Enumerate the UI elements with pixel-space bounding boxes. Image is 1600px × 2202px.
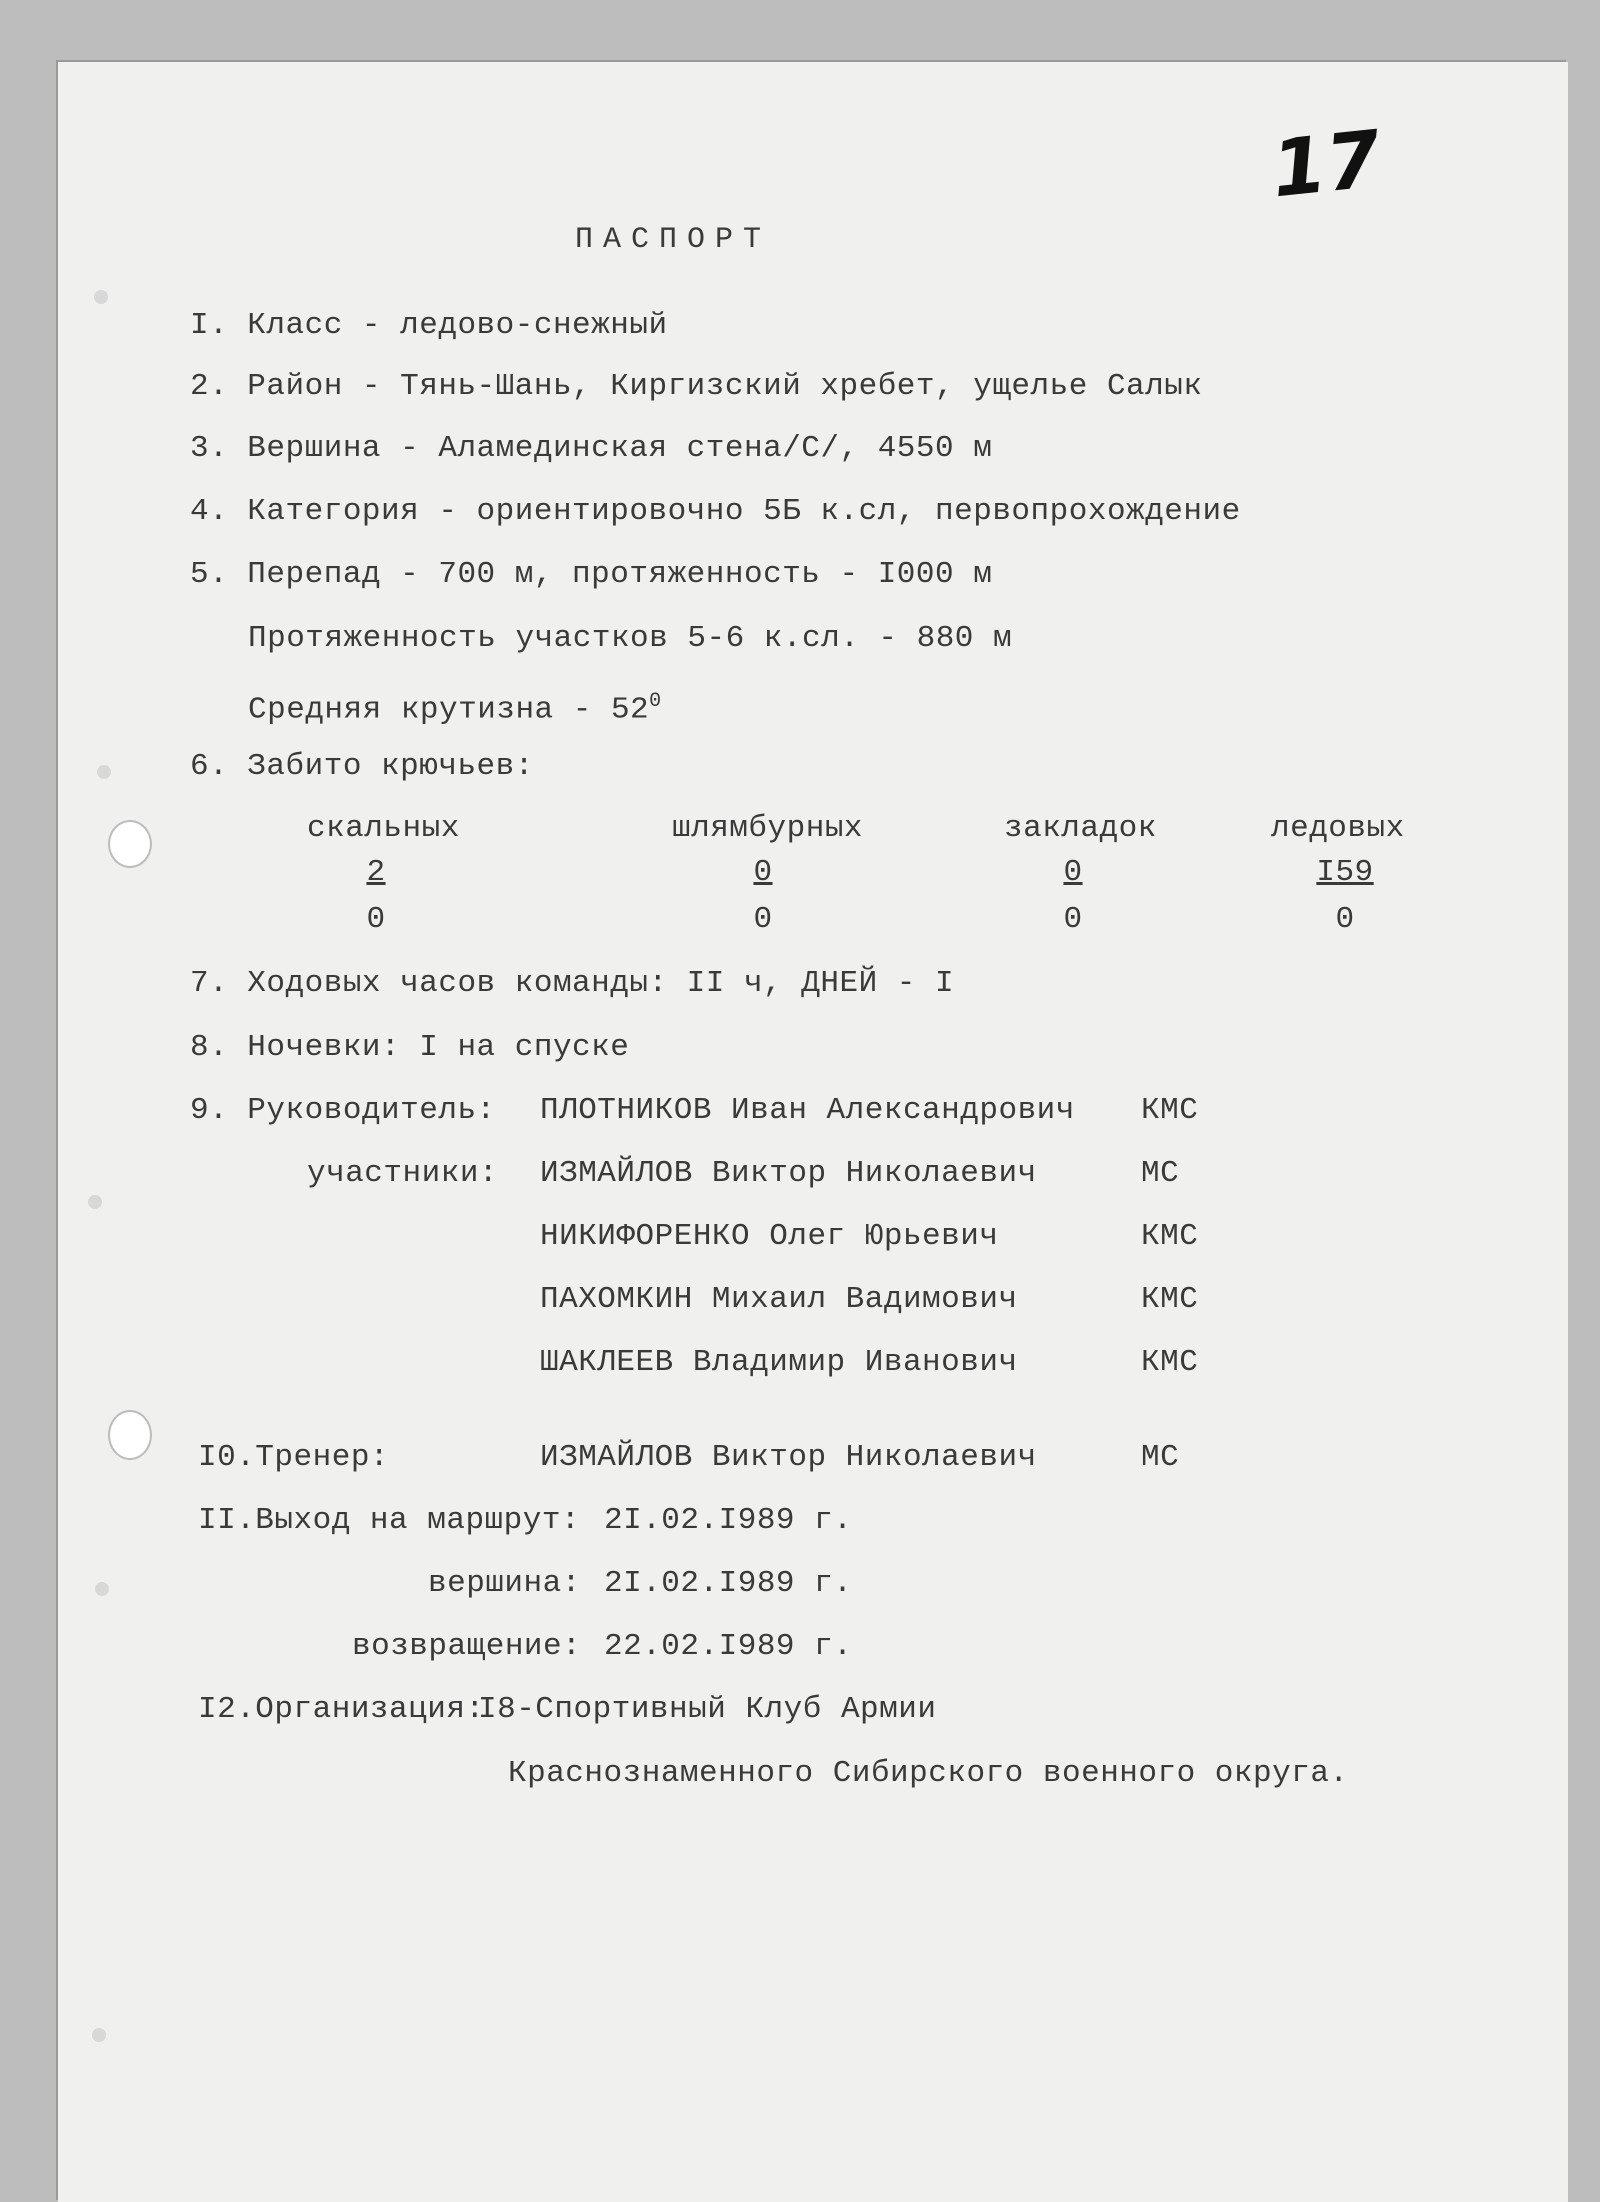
piton-type: ледовых [1271,811,1405,846]
exit-date: 2I.02.I989 г. [604,1503,853,1538]
punch-mark [92,2028,106,2042]
exit-label: II.Выход на маршрут: [198,1503,581,1538]
organization-line2: Краснознаменного Сибирского военного округа. [508,1756,1349,1791]
coach-rank: МС [1141,1440,1180,1475]
degree-mark: 0 [649,690,662,713]
team-member-rank: МС [1141,1156,1180,1191]
team-member-name: ПЛОТНИКОВ Иван Александрович [540,1093,1075,1128]
leader-label: 9. Руководитель: [190,1093,496,1128]
piton-left: 0 [366,902,386,937]
punch-mark [88,1195,102,1209]
team-member-rank: КМС [1141,1219,1199,1254]
organization-label: I2.Организация: [198,1692,485,1727]
piton-left: 0 [1335,902,1355,937]
punch-mark [95,1582,109,1596]
item-category: 4. Категория - ориентировочно 5Б к.сл, первопрохождение [190,494,1241,529]
punch-mark [94,290,108,304]
item-summit: 3. Вершина - Аламединская стена/С/, 4550 м [190,431,993,466]
summit-date: 2I.02.I989 г. [604,1566,853,1601]
document-title: ПАСПОРТ [575,223,772,257]
item-team-hours: 7. Ходовых часов команды: II ч, ДНЕЙ - I [190,966,955,1001]
item-bivouacs: 8. Ночевки: I на спуске [190,1030,630,1065]
team-member-rank: КМС [1141,1345,1199,1380]
piton-placed: 0 [1063,855,1083,890]
return-label: возвращение: [352,1629,582,1664]
piton-left: 0 [1063,902,1083,937]
team-member-name: ИЗМАЙЛОВ Виктор Николаевич [540,1156,1037,1191]
team-member-name: ПАХОМКИН Михаил Вадимович [540,1282,1018,1317]
item-length-56: Протяженность участков 5-6 к.сл. - 880 м [248,621,1013,656]
team-member-rank: КМС [1141,1282,1199,1317]
handwritten-page-number: 17 [1267,114,1385,216]
item-drop: 5. Перепад - 700 м, протяженность - I000 м [190,557,993,592]
organization-line1: I8-Спортивный Клуб Армии [478,1692,937,1727]
piton-placed: 2 [366,855,386,890]
item-region: 2. Район - Тянь-Шань, Киргизский хребет, ущелье Салык [190,369,1203,404]
coach-name: ИЗМАЙЛОВ Виктор Николаевич [540,1440,1037,1475]
team-member-name: ШАКЛЕЕВ Владимир Иванович [540,1345,1018,1380]
piton-placed: 0 [753,855,773,890]
item-steepness [248,684,662,728]
punch-mark [97,765,111,779]
piton-placed: I59 [1316,855,1374,890]
item-pitons: 6. Забито крючьев: [190,749,534,784]
steepness-value: Средняя крутизна - 52 [248,692,650,728]
binder-hole [108,820,152,868]
summit-label: вершина: [428,1566,581,1601]
piton-type: скальных [307,811,460,846]
binder-hole [108,1410,152,1460]
return-date: 22.02.I989 г. [604,1629,853,1664]
item-class: I. Класс - ледово-снежный [190,308,668,343]
team-member-name: НИКИФОРЕНКО Олег Юрьевич [540,1219,999,1254]
team-member-rank: КМС [1141,1093,1199,1128]
coach-label: I0.Тренер: [198,1440,390,1475]
piton-left: 0 [753,902,773,937]
participants-label: участники: [307,1156,499,1191]
piton-type: шлямбурных [672,811,864,846]
piton-type: закладок [1004,811,1157,846]
